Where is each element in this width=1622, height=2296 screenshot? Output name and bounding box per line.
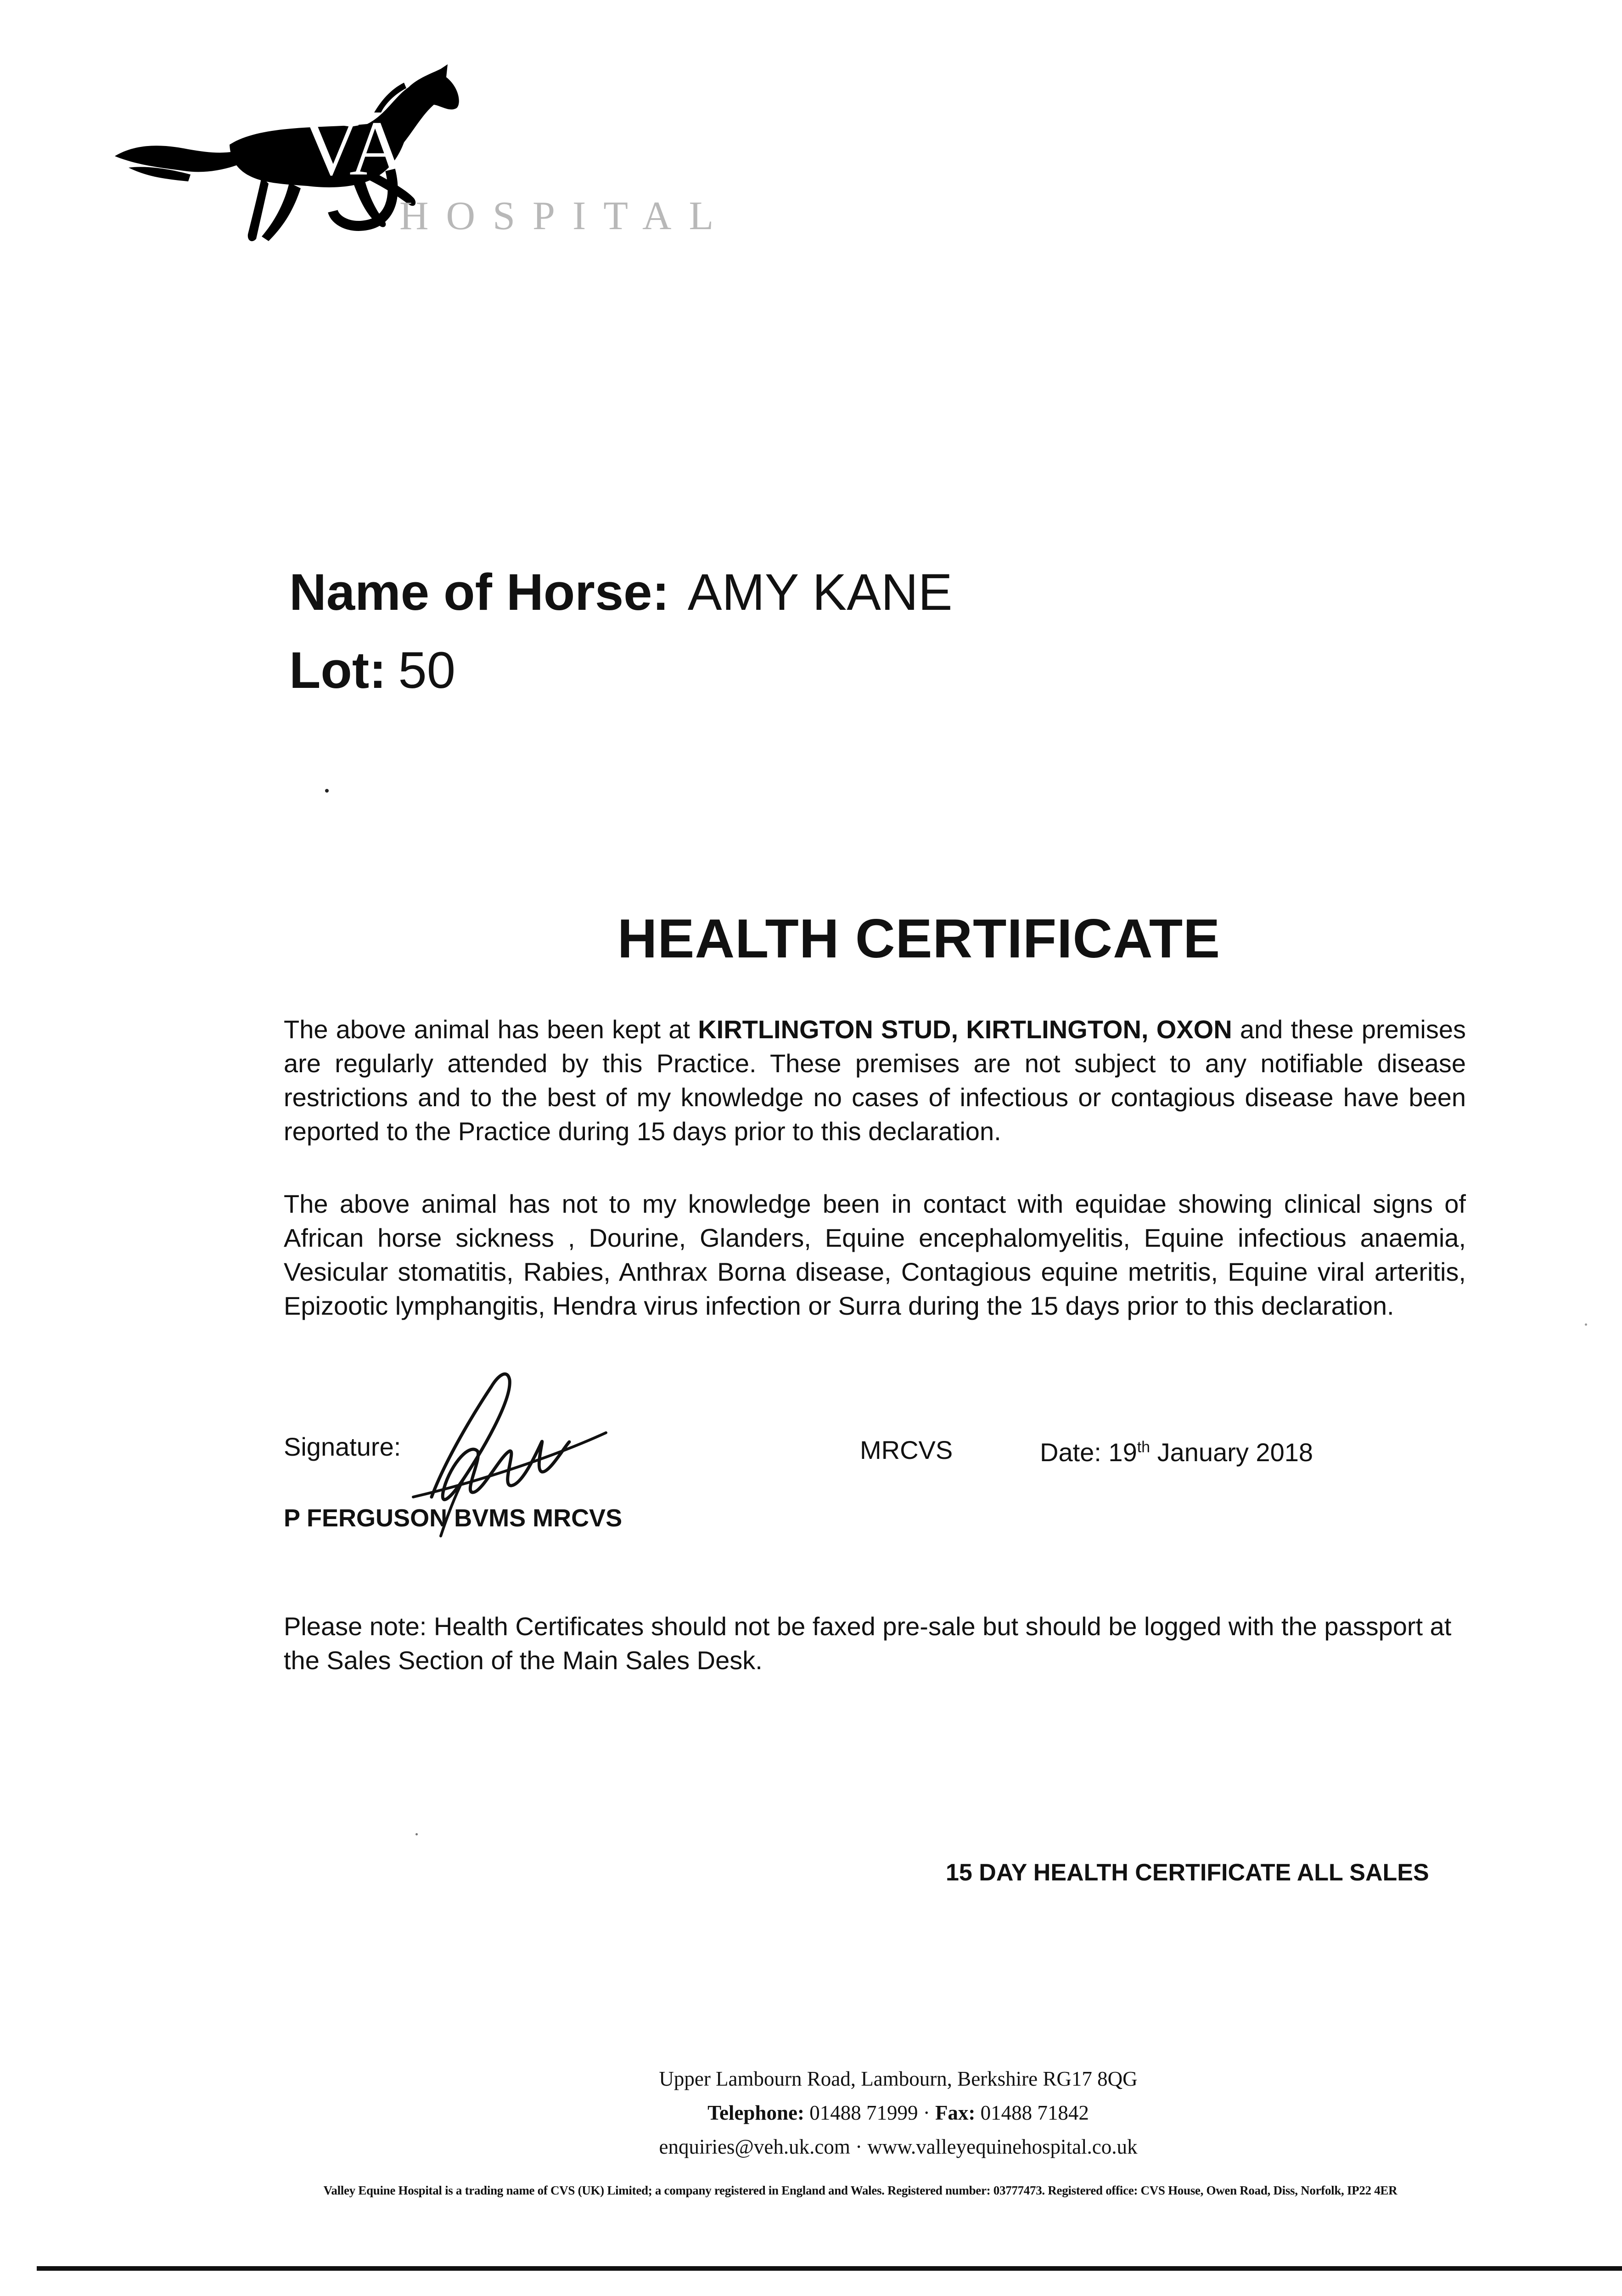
logo-initials: VA (303, 105, 406, 191)
footer-website[interactable]: www.valleyequinehospital.co.uk (867, 2135, 1138, 2158)
fax-number: 01488 71842 (980, 2101, 1089, 2124)
horse-name-label: Name of Horse: (289, 563, 669, 621)
certificate-date (1040, 1437, 1313, 1467)
lot-value: 50 (398, 642, 455, 699)
paragraph1-body: and these premises are regularly attended by this Practice. These premises are not subject to any notifiable disease restrictions and to the best of my knowledge no cases of infectious or contagious disease have been reported to the Practice during 15 days prior to this declaration. (284, 1015, 1466, 1146)
signature-label: Signature: (284, 1432, 401, 1461)
date-label: Date: (1040, 1438, 1101, 1467)
date-month-year: January 2018 (1157, 1438, 1313, 1467)
lot-row (289, 638, 455, 703)
scan-speck (415, 1833, 418, 1835)
footer-rule (37, 2266, 1622, 2271)
premises-declaration-paragraph (284, 1013, 1466, 1148)
logo-hospital-text: HOSPITAL (399, 194, 731, 238)
horse-name-value: AMY KANE (687, 563, 953, 621)
certificate-type-label: 15 DAY HEALTH CERTIFICATE ALL SALES (946, 1859, 1429, 1886)
lot-label: Lot: (289, 642, 387, 699)
signatory-name: P FERGUSON BVMS MRCVS (284, 1504, 623, 1532)
scan-speck (1585, 1323, 1587, 1326)
certificate-title: HEALTH CERTIFICATE (617, 908, 1221, 969)
date-day: 19 (1108, 1438, 1137, 1467)
footer-address: Upper Lambourn Road, Lambourn, Berkshire RG17 8QG (659, 2067, 1138, 2090)
signatory-qualification: MRCVS (860, 1435, 953, 1464)
disease-contact-paragraph: The above animal has not to my knowledge been in contact with equidae showing clinical signs of African horse sickness , Dourine, Glanders, Equine encephalomyelitis, Equine infectious anaemia, Vesicular stomatitis, Rabies, Anthrax Borna disease, Contagious equine metritis, Equine viral arteritis, Epizootic lymphangitis, Hendra virus infection or Surra during the 15 days prior to this declaration. (284, 1189, 1466, 1320)
telephone-label: Telephone: (707, 2101, 804, 2124)
faxing-note: Please note: Health Certificates should not be faxed pre-sale but should be logged with the passport at the Sales Section of the Main Sales Desk. (284, 1612, 1452, 1675)
horse-name-row (289, 560, 953, 625)
footer-contact (0, 2062, 1622, 2164)
date-ordinal: th (1137, 1438, 1151, 1456)
fax-label: Fax: (935, 2101, 976, 2124)
telephone-number: 01488 71999 (809, 2101, 918, 2124)
premises-name: KIRTLINGTON STUD, KIRTLINGTON, OXON (698, 1015, 1232, 1044)
paragraph1-intro: The above animal has been kept at (284, 1015, 698, 1044)
scan-speck (325, 789, 329, 793)
footer-email[interactable]: enquiries@veh.uk.com (659, 2135, 850, 2158)
footer-web: enquiries@veh.uk.com · www.valleyequinehospital.co.uk (659, 2135, 1138, 2158)
footer-phone-fax: Telephone: 01488 71999 · Fax: 01488 71842 (707, 2101, 1089, 2124)
footer-legal-notice: Valley Equine Hospital is a trading name of CVS (UK) Limited; a company registered in England and Wales. Registered number: 03777473. Registered office: CVS House, Owen Road, Diss, Norfolk, IP22 4ER (323, 2183, 1398, 2197)
